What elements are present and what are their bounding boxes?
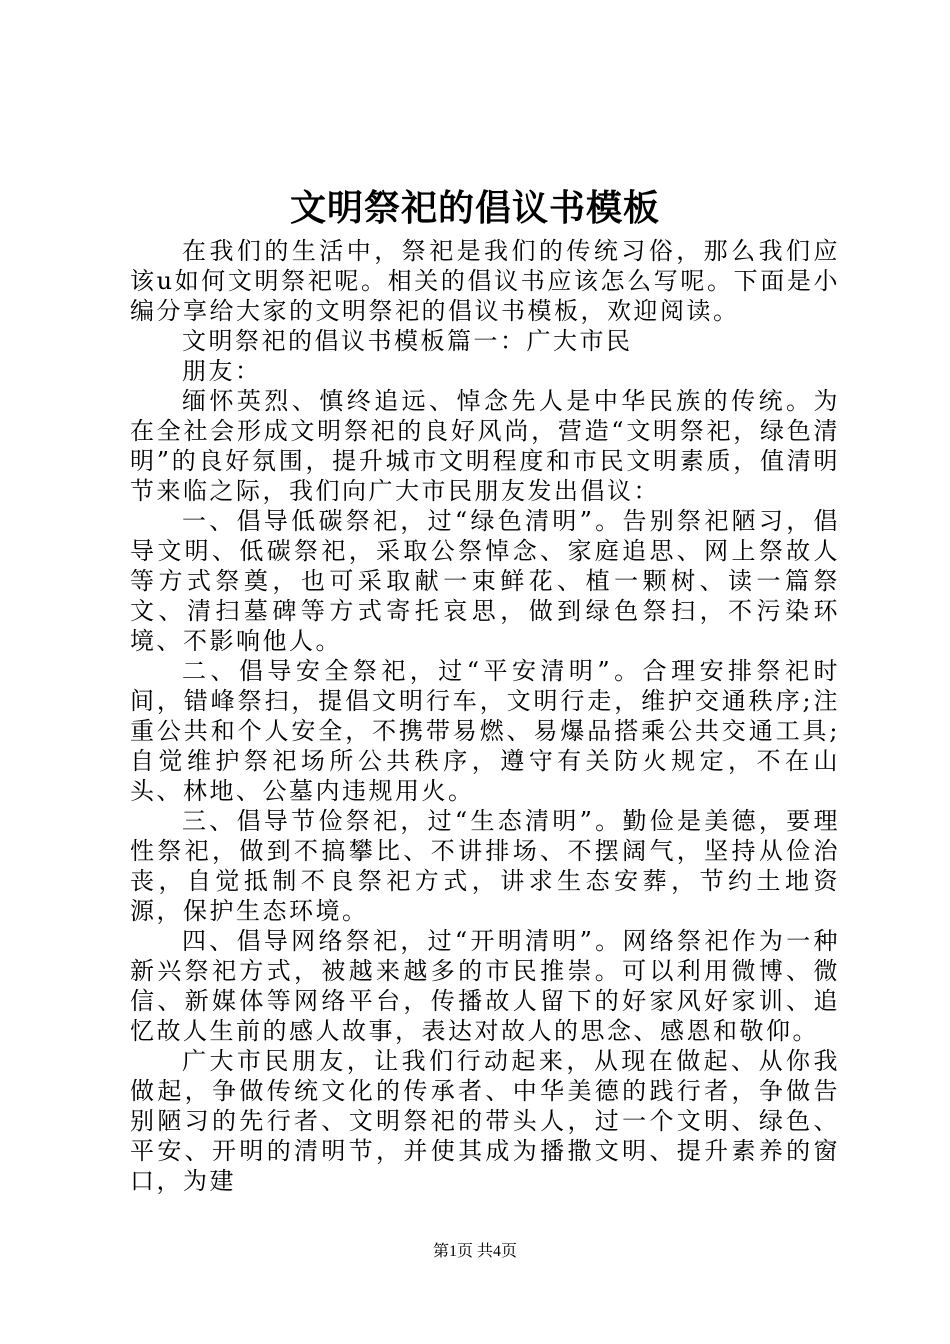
proposal-3-paragraph: 三、倡导节俭祭祀，过“生态清明”。勤俭是美德，要理性祭祀，做到不搞攀比、不讲排场、不摆阔气，坚持从俭治丧，自觉抵制不良祭祀方式，讲求生态安葬，节约土地资源，保护生态环境。 bbox=[130, 807, 840, 925]
closing-paragraph: 广大市民朋友，让我们行动起来，从现在做起、从你我做起，争做传统文化的传承者、中华美德的践行者，争做告别陋习的先行者、文明祭祀的带头人，过一个文明、绿色、平安、开明的清明节，并使其成为播撒文明、提升素养的窗口，为建 bbox=[130, 1047, 840, 1195]
proposal-2-paragraph: 二、倡导安全祭祀，过“平安清明”。合理安排祭祀时间，错峰祭扫，提倡文明行车，文明行走，维护交通秩序;注重公共和个人安全，不携带易燃、易爆品搭乘公共交通工具;自觉维护祭祀场所公共秩序，遵守有关防火规定，不在山头、林地、公墓内违规用火。 bbox=[130, 657, 840, 805]
page-number-footer: 第1页 共4页 bbox=[432, 1243, 517, 1260]
section-heading: 文明祭祀的倡议书模板篇一：广大市民 bbox=[182, 327, 633, 355]
salutation: 朋友： bbox=[182, 357, 262, 385]
intro-paragraph: 在我们的生活中，祭祀是我们的传统习俗，那么我们应该u如何文明祭祀呢。相关的倡议书应该怎么写呢。下面是小编分享给大家的文明祭祀的倡议书模板，欢迎阅读。 bbox=[130, 237, 840, 325]
proposal-4-paragraph: 四、倡导网络祭祀，过“开明清明”。网络祭祀作为一种新兴祭祀方式，被越来越多的市民推崇。可以利用微博、微信、新媒体等网络平台，传播故人留下的好家风好家训、追忆故人生前的感人故事，表达对故人的思念、感恩和敬仰。 bbox=[130, 927, 840, 1045]
document-body bbox=[130, 236, 840, 1196]
opening-paragraph: 缅怀英烈、慎终追远、悼念先人是中华民族的传统。为在全社会形成文明祭祀的良好风尚，营造“文明祭祀，绿色清明”的良好氛围，提升城市文明程度和市民文明素质，值清明节来临之际，我们向广大市民朋友发出倡议： bbox=[130, 387, 840, 505]
proposal-1-paragraph: 一、倡导低碳祭祀，过“绿色清明”。告别祭祀陋习，倡导文明、低碳祭祀，采取公祭悼念、家庭追思、网上祭故人等方式祭奠，也可采取献一束鲜花、植一颗树、读一篇祭文、清扫墓碑等方式寄托哀思，做到绿色祭扫，不污染环境、不影响他人。 bbox=[130, 507, 840, 655]
document-title: 文明祭祀的倡议书模板 bbox=[289, 187, 660, 229]
